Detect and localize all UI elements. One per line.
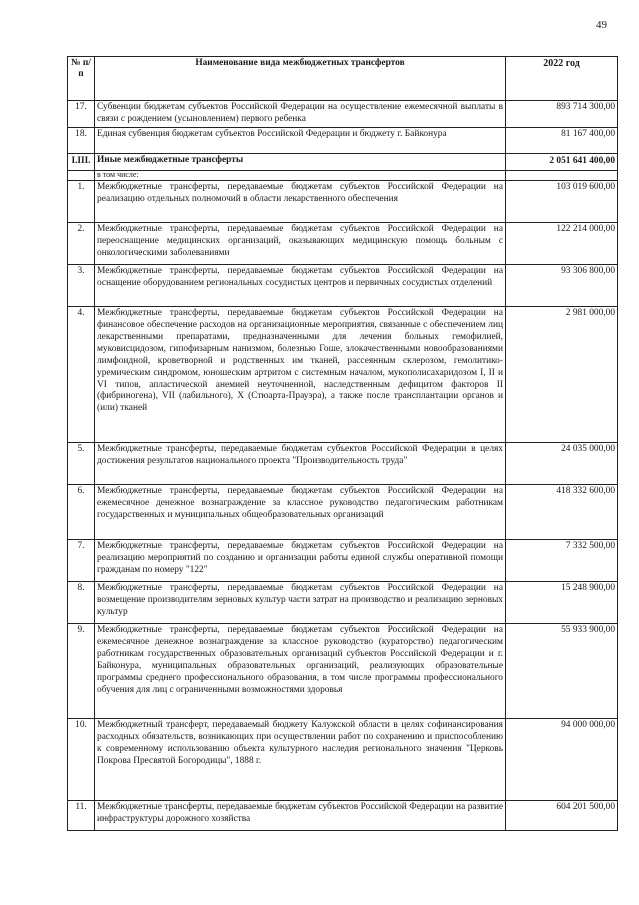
row-name: Межбюджетные трансферты, передаваемые бюджетам субъектов Российской Федерации на реализацию отдельных полномочий в области лекарственного обеспечения xyxy=(95,180,506,222)
row-name: Единая субвенция бюджетам субъектов Российской Федерации и бюджету г. Байконура xyxy=(95,127,506,153)
row-number: 8. xyxy=(68,581,95,623)
row-number: 6. xyxy=(68,484,95,539)
row-name: Межбюджетные трансферты, передаваемые бюджетам субъектов Российской Федерации на переоснащение медицинских организаций, оказывающих медицинскую помощь больным с онкологическими заболеваниями xyxy=(95,222,506,264)
table-row xyxy=(68,306,618,442)
row-amount: 81 167 400,00 xyxy=(506,127,618,153)
row-name: Межбюджетные трансферты, передаваемые бюджетам субъектов Российской Федерации на ежемесячное денежное вознаграждение за классное руководство педагогическим работникам государственных и муниципальных общеобразовательных организаций xyxy=(95,484,506,539)
table-row xyxy=(68,581,618,623)
row-number: 2. xyxy=(68,222,95,264)
row-number: 5. xyxy=(68,442,95,484)
header-year: 2022 год xyxy=(506,57,618,101)
table-row xyxy=(68,222,618,264)
row-number: 1. xyxy=(68,180,95,222)
table-row xyxy=(68,264,618,306)
row-number xyxy=(68,170,95,180)
row-number: 18. xyxy=(68,127,95,153)
row-number: 9. xyxy=(68,623,95,718)
table-row xyxy=(68,127,618,153)
row-name: Межбюджетные трансферты, передаваемые бюджетам субъектов Российской Федерации на оснащение оборудованием региональных сосудистых центров и первичных сосудистых отделений xyxy=(95,264,506,306)
table-row xyxy=(68,442,618,484)
row-amount: 93 306 800,00 xyxy=(506,264,618,306)
table-row xyxy=(68,718,618,800)
row-number: 17. xyxy=(68,101,95,128)
table-row xyxy=(68,623,618,718)
row-amount: 2 981 000,00 xyxy=(506,306,618,442)
row-amount: 122 214 000,00 xyxy=(506,222,618,264)
table-row xyxy=(68,180,618,222)
row-number: 10. xyxy=(68,718,95,800)
table-row xyxy=(68,539,618,581)
row-amount: 15 248 900,00 xyxy=(506,581,618,623)
row-name: Субвенции бюджетам субъектов Российской Федерации на осуществление ежемесячной выплаты в связи с рождением (усыновлением) первого ребенка xyxy=(95,101,506,128)
row-name: Межбюджетные трансферты, передаваемые бюджетам субъектов Российской Федерации на финансовое обеспечение расходов на организационные мероприятия, связанные с обеспечением лиц лекарственными препаратами, предназначенными для лечения больных гемофилией, муковисцидозом, гипофизарным нанизмом, болезнью Гоше, злокачественными новообразованиями лимфоидной, кроветворной и родственных им тканей, рассеянным склерозом, гемолитико-уремическим синдромом, юношеским артритом с системным началом, мукополисахаридозом I, II и VI типов, апластической анемией неуточненной, наследственным дефицитом факторов II (фибриногена), VII (лабильного), X (Стюарта-Прауэра), а также после трансплантации органов и (или) тканей xyxy=(95,306,506,442)
section-amount: 2 051 641 400,00 xyxy=(506,153,618,170)
header-number: № п/п xyxy=(68,57,95,101)
row-amount: 55 933 900,00 xyxy=(506,623,618,718)
row-amount: 418 332 600,00 xyxy=(506,484,618,539)
row-number: 7. xyxy=(68,539,95,581)
row-number: 3. xyxy=(68,264,95,306)
section-name: Иные межбюджетные трансферты xyxy=(95,153,506,170)
table-row xyxy=(68,800,618,830)
row-amount xyxy=(506,170,618,180)
row-amount: 24 035 000,00 xyxy=(506,442,618,484)
row-name: в том числе: xyxy=(95,170,506,180)
row-name: Межбюджетные трансферты, передаваемые бюджетам субъектов Российской Федерации на реализацию мероприятий по созданию и организации работы единой службы оперативной помощи гражданам по номеру "122" xyxy=(95,539,506,581)
header-name: Наименование вида межбюджетных трансфертов xyxy=(95,57,506,101)
table-row xyxy=(68,101,618,128)
row-name: Межбюджетные трансферты, передаваемые бюджетам субъектов Российской Федерации в целях достижения результатов национального проекта "Производительность труда" xyxy=(95,442,506,484)
row-name: Межбюджетные трансферты, передаваемые бюджетам субъектов Российской Федерации на возмещение производителям зерновых культур части затрат на производство и реализацию зерновых культур xyxy=(95,581,506,623)
table-row xyxy=(68,484,618,539)
section-row xyxy=(68,153,618,170)
transfers-table xyxy=(67,56,618,831)
row-name: Межбюджетные трансферты, передаваемые бюджетам субъектов Российской Федерации на развитие инфраструктуры дорожного хозяйства xyxy=(95,800,506,830)
row-amount: 7 332 500,00 xyxy=(506,539,618,581)
row-number: 11. xyxy=(68,800,95,830)
row-name: Межбюджетные трансферты, передаваемые бюджетам субъектов Российской Федерации на ежемесячное денежное вознаграждение за классное руководство (кураторство) педагогическим работникам государственных образовательных организаций субъектов Российской Федерации и г. Байконура, муниципальных образовательных организаций, реализующих образовательные программы среднего профессионального образования, в том числе программы профессионального обучения для лиц с ограниченными возможностями здоровья xyxy=(95,623,506,718)
row-amount: 103 019 600,00 xyxy=(506,180,618,222)
subhead-row xyxy=(68,170,618,180)
row-amount: 604 201 500,00 xyxy=(506,800,618,830)
row-name: Межбюджетный трансферт, передаваемый бюджету Калужской области в целях софинансирования расходных обязательств, возникающих при осуществлении работ по сохранению и приспособлению к современному использованию объекта культурного наследия регионального значения "Церковь Покрова Пресвятой Богородицы", 1888 г. xyxy=(95,718,506,800)
page-number: 49 xyxy=(596,19,607,31)
section-number: I.III. xyxy=(68,153,95,170)
row-amount: 94 000 000,00 xyxy=(506,718,618,800)
table-header-row xyxy=(68,57,618,101)
row-number: 4. xyxy=(68,306,95,442)
row-amount: 893 714 300,00 xyxy=(506,101,618,128)
